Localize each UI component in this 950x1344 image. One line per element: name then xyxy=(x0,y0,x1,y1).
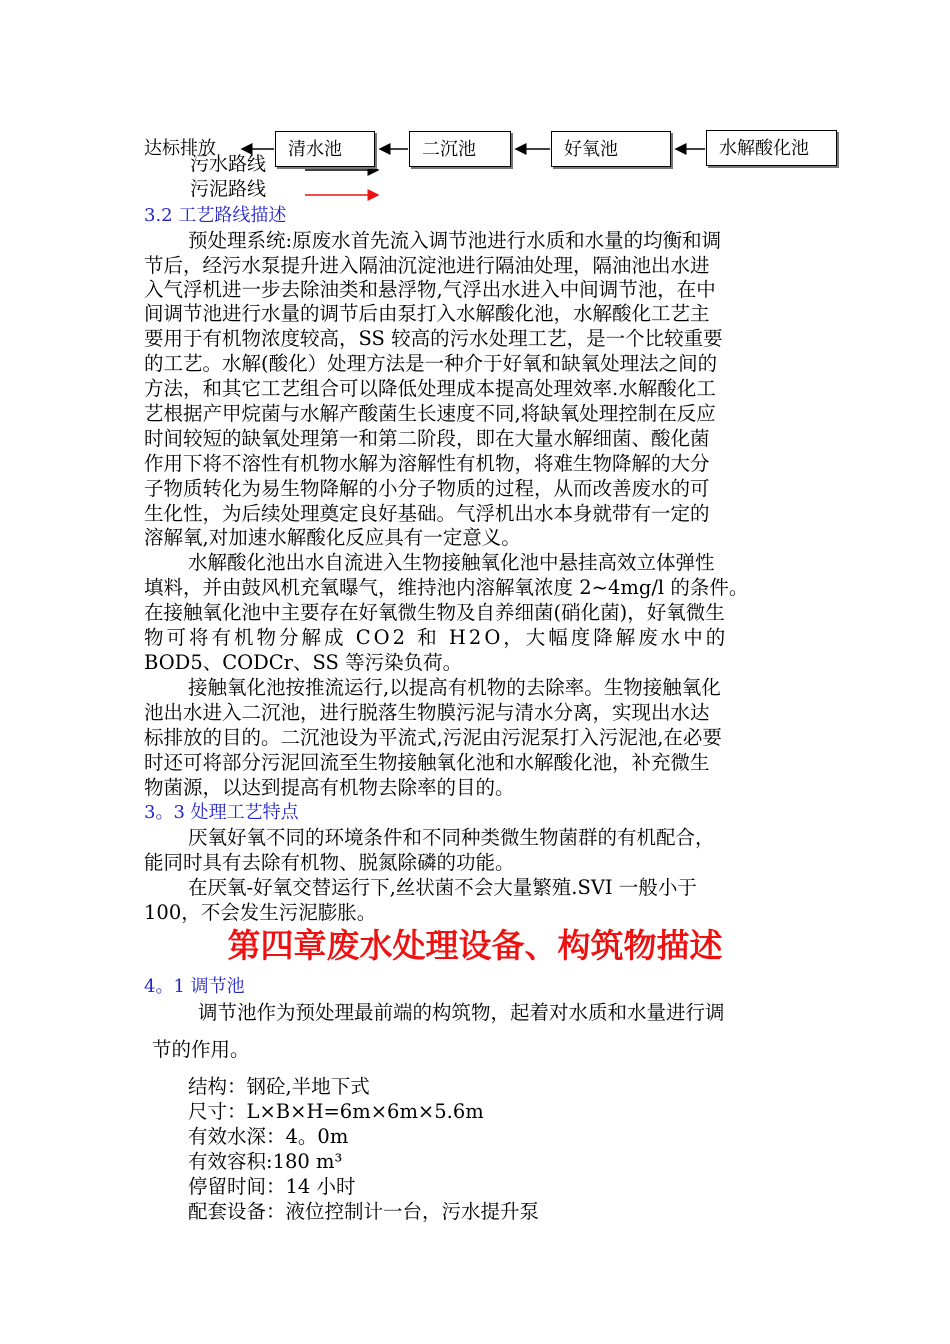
paragraph-line: 的工艺。水解(酸化）处理方法是一种介于好氧和缺氧处理法之间的 xyxy=(144,352,718,375)
paragraph-line: 溶解氧,对加速水解酸化反应具有一定意义。 xyxy=(144,526,521,549)
section-3-3-heading: 3。3 处理工艺特点 xyxy=(144,802,299,823)
spec-effective-volume: 有效容积:180 m³ xyxy=(188,1150,343,1173)
spec-structure: 结构：钢砼,半地下式 xyxy=(188,1075,370,1098)
paragraph-line: 方法，和其它工艺组合可以降低处理成本提高处理效率.水解酸化工 xyxy=(144,377,716,400)
paragraph-line: 标排放的目的。二沉池设为平流式,污泥由污泥泵打入污泥池,在必要 xyxy=(144,726,722,749)
flow-arrows xyxy=(0,0,950,210)
legend-water-label: 污水路线 xyxy=(190,153,267,175)
paragraph-line: 接触氧化池按推流运行,以提高有机物的去除率。生物接触氧化 xyxy=(188,676,721,699)
paragraph-line: 池出水进入二沉池，进行脱落生物膜污泥与清水分离，实现出水达 xyxy=(144,701,710,724)
paragraph-line: 厌氧好氧不同的环境条件和不同种类微生物菌群的有机配合， xyxy=(188,826,715,849)
paragraph-line: 子物质转化为易生物降解的小分子物质的过程，从而改善废水的可 xyxy=(144,477,710,500)
paragraph-line: 调节池作为预处理最前端的构筑物，起着对水质和水量进行调 xyxy=(198,1001,725,1024)
chapter-title: 第四章废水处理设备、构筑物描述 xyxy=(227,926,723,965)
spec-retention-time: 停留时间：14 小时 xyxy=(188,1175,356,1198)
box-qingshui-pool: 清水池 xyxy=(275,131,375,167)
box-haoyang-pool: 好氧池 xyxy=(551,131,671,167)
spec-dimensions: 尺寸：L×B×H=6m×6m×5.6m xyxy=(188,1100,484,1123)
section-4-1-heading: 4。1 调节池 xyxy=(144,976,245,997)
paragraph-line: 100，不会发生污泥膨胀。 xyxy=(144,901,377,924)
spec-effective-depth: 有效水深：4。0m xyxy=(188,1125,349,1148)
paragraph-line: 物可将有机物分解成 CO2 和 H2O，大幅度降解废水中的 xyxy=(144,626,729,649)
paragraph-line: 间调节池进行水量的调节后由泵打入水解酸化池，水解酸化工艺主 xyxy=(144,302,710,325)
paragraph-line: 艺根据产甲烷菌与水解产酸菌生长速度不同,将缺氧处理控制在反应 xyxy=(144,402,716,425)
paragraph-line: 能同时具有去除有机物、脱氮除磷的功能。 xyxy=(144,851,515,874)
paragraph-line: 要用于有机物浓度较高，SS 较高的污水处理工艺，是一个比较重要 xyxy=(144,327,723,350)
paragraph-line: 填料，并由鼓风机充氧曝气，维持池内溶解氧浓度 2~4mg/l 的条件。 xyxy=(144,576,749,599)
paragraph-line: 物菌源，以达到提高有机物去除率的目的。 xyxy=(144,776,515,799)
section-3-2-heading: 3.2 工艺路线描述 xyxy=(144,205,287,226)
paragraph-line: 时还可将部分污泥回流至生物接触氧化池和水解酸化池，补充微生 xyxy=(144,751,710,774)
paragraph-line: 时间较短的缺氧处理第一和第二阶段，即在大量水解细菌、酸化菌 xyxy=(144,427,710,450)
paragraph-line: 水解酸化池出水自流进入生物接触氧化池中悬挂高效立体弹性 xyxy=(188,551,715,574)
paragraph-line: 在厌氧-好氧交替运行下,丝状菌不会大量繁殖.SVI 一般小于 xyxy=(188,876,697,899)
legend-sludge-label: 污泥路线 xyxy=(190,178,267,200)
process-flow-diagram xyxy=(0,0,950,210)
paragraph-line: 作用下将不溶性有机物水解为溶解性有机物，将难生物降解的大分 xyxy=(144,452,710,475)
paragraph-line: 入气浮机进一步去除油类和悬浮物,气浮出水进入中间调节池，在中 xyxy=(144,278,716,301)
paragraph-line: 在接触氧化池中主要存在好氧微生物及自养细菌(硝化菌)，好氧微生 xyxy=(144,601,725,624)
paragraph-line: 预处理系统:原废水首先流入调节池进行水质和水量的均衡和调 xyxy=(188,229,722,252)
box-erchen-pool: 二沉池 xyxy=(409,131,511,167)
paragraph-line: 生化性，为后续处理奠定良好基础。气浮机出水本身就带有一定的 xyxy=(144,502,710,525)
paragraph-line: BOD5、CODCr、SS 等污染负荷。 xyxy=(144,651,463,674)
box-shuijie-pool: 水解酸化池 xyxy=(706,130,837,166)
spec-equipment: 配套设备：液位控制计一台，污水提升泵 xyxy=(188,1200,540,1223)
outlet-label: 达标排放 xyxy=(144,138,216,159)
paragraph-line: 节后，经污水泵提升进入隔油沉淀池进行隔油处理，隔油池出水进 xyxy=(144,254,710,277)
paragraph-line: 节的作用。 xyxy=(152,1038,250,1061)
